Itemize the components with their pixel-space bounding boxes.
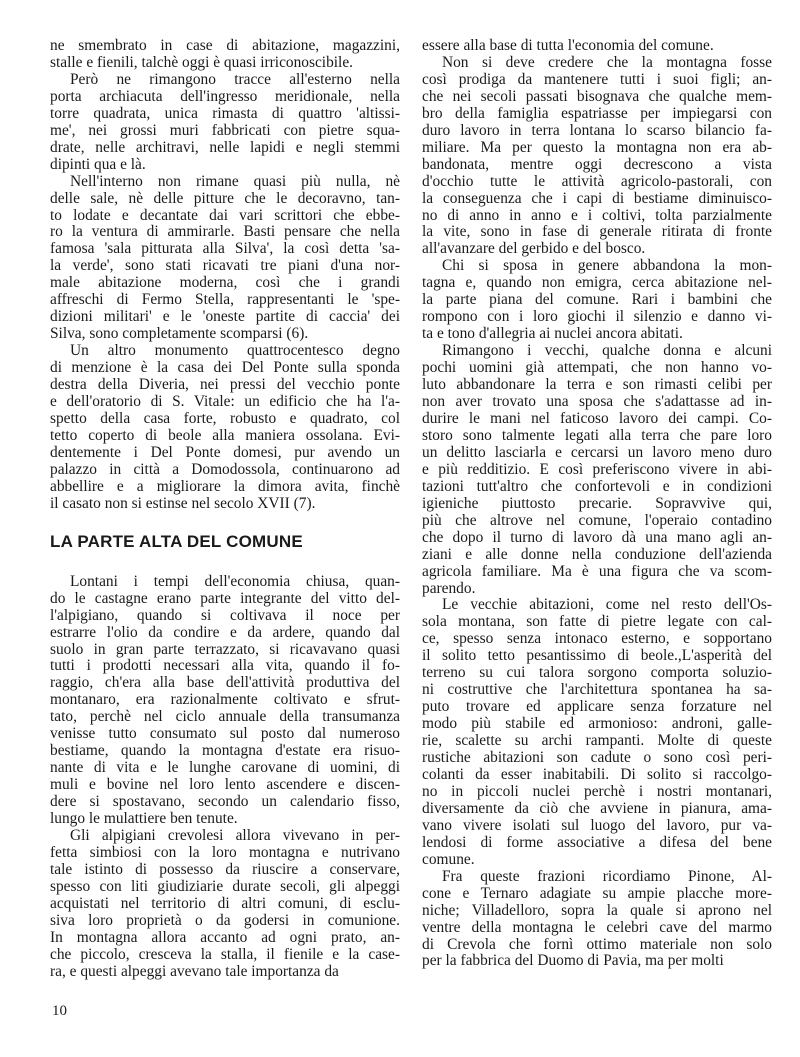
text-line: lungo le mulattiere ben tenute. bbox=[50, 810, 238, 828]
text-line: muli e bovine nel loro lento ascendere e discen- bbox=[50, 776, 400, 794]
paragraph bbox=[50, 574, 400, 828]
text-line: dentemente i Del Ponte domesi, pur avendo un bbox=[50, 443, 400, 461]
text-line: abbellire e a migliorare la dimora avita, finchè bbox=[50, 477, 400, 495]
text-line: tato, perchè nel ciclo annuale della transumanza bbox=[50, 708, 400, 726]
text-line: spetto della casa forte, robusto e quadrato, col bbox=[50, 409, 400, 427]
text-line: rustiche abitazioni son cadute o sono così peri- bbox=[422, 749, 772, 767]
text-line: igieniche piuttosto precarie. Sopravvive qui, bbox=[422, 494, 772, 512]
text-line: male abitazione moderna, così che i grandi bbox=[50, 274, 400, 292]
text-line: il casato non si estinse nel secolo XVII (7). bbox=[50, 494, 316, 512]
paragraph bbox=[422, 869, 772, 971]
text-line: ce, spesso senza intonaco esterno, e sopportano bbox=[422, 630, 772, 648]
text-line: no in piccoli nuclei perchè i nostri montanari, bbox=[422, 782, 772, 800]
text-line: non aver trovato una sposa che s'adattasse ad in- bbox=[422, 393, 772, 411]
text-line: il solito tetto pesantissimo di beole.,L'asperità del bbox=[422, 647, 772, 665]
text-line: to lodate e decantate dai vari scrittori che ebbe- bbox=[50, 206, 400, 224]
text-line: che piccolo, cresceva la stalla, il fienile e la case- bbox=[50, 945, 400, 963]
text-line: bandonata, mentre oggi decrescono a vista bbox=[422, 155, 772, 173]
text-line: palazzo in città a Domodossola, continuarono ad bbox=[50, 460, 400, 478]
text-line: la parte piana del comune. Rari i bambini che bbox=[422, 291, 772, 309]
text-line: lendosi di forme associative a difesa del bene bbox=[422, 833, 772, 851]
text-line: tetto coperto di beole alla maniera ossolana. Evi- bbox=[50, 426, 400, 444]
text-line: porta archiacuta dell'ingresso meridionale, nella bbox=[50, 87, 400, 105]
text-line: modo più stabile ed armonioso: androni, galle- bbox=[422, 715, 772, 733]
text-line: ventre della montagna le celebri cave del marmo bbox=[422, 918, 772, 936]
left-paragraphs-after-heading bbox=[50, 574, 400, 981]
text-line: Rimangono i vecchi, qualche donna e alcuni bbox=[442, 342, 772, 360]
text-line: montanaro, era razionalmente coltivato e sfrut- bbox=[50, 691, 400, 709]
text-line: essere alla base di tutta l'economia del comune. bbox=[422, 37, 714, 54]
text-line: durire le mani nel faticoso lavoro dei campi. Co- bbox=[422, 409, 772, 427]
text-line: acquistati nel territorio di altri comuni, di esclu- bbox=[50, 894, 400, 912]
text-line: spesso con liti giudiziarie durate secoli, gli alpeggi bbox=[50, 877, 400, 895]
text-line: un delitto lasciarla e cercarsi un lavoro meno duro bbox=[422, 443, 772, 461]
paragraph bbox=[50, 38, 400, 72]
paragraph bbox=[50, 174, 400, 344]
paragraph bbox=[422, 38, 772, 55]
text-line: che dopo il turno di lavoro dà una mano agli an- bbox=[422, 528, 772, 546]
right-column bbox=[422, 38, 772, 970]
text-line: vano vivere isolati sul luogo del lavoro, pur va- bbox=[422, 816, 772, 834]
text-line: affreschi di Fermo Stella, rappresentanti le 'spe- bbox=[50, 291, 400, 309]
text-line: miliare. Ma per questo la montagna non era ab- bbox=[422, 138, 772, 156]
text-line: In montagna allora accanto ad ogni prato, an- bbox=[50, 928, 400, 946]
text-line: Un altro monumento quattrocentesco degno bbox=[70, 342, 400, 360]
text-line: agricola familiare. Ma è una figura che va scom- bbox=[422, 562, 772, 580]
text-line: raggio, ch'era alla base dell'attività produttiva del bbox=[50, 674, 400, 692]
text-line: di menzione è la casa dei Del Ponte sulla sponda bbox=[50, 359, 400, 377]
text-line: la conseguenza che i capi di bestiame diminuisco- bbox=[422, 189, 772, 207]
text-line: dizioni militari' e le 'oneste partite di caccia' dei bbox=[50, 308, 400, 326]
text-line: niche; Villadelloro, sopra la quale si aprono nel bbox=[422, 901, 772, 919]
text-line: Fra queste frazioni ricordiamo Pinone, Al- bbox=[442, 867, 772, 885]
text-line: così prodiga da mantenere tutti i suoi figli; an- bbox=[422, 70, 772, 88]
text-line: puto trovare ed applicare senza forzature nel bbox=[422, 698, 772, 716]
page-number: 10 bbox=[52, 1003, 67, 1019]
paragraph bbox=[422, 55, 772, 258]
text-line: tutti i prodotti necessari alla vita, quando il fo- bbox=[50, 657, 400, 675]
left-paragraphs-before-heading bbox=[50, 38, 400, 513]
text-line: venisse tutto consumato sul posto dal numeroso bbox=[50, 725, 400, 743]
paragraph bbox=[50, 72, 400, 174]
text-line: torre quadrata, unica rimasta di quattro 'altissi- bbox=[50, 104, 400, 122]
text-line: che nei secoli passati bisognava che qualche mem- bbox=[422, 87, 772, 105]
right-paragraphs bbox=[422, 38, 772, 970]
text-line: tazioni tutt'altro che confortevoli e in condizioni bbox=[422, 477, 772, 495]
text-line: luto abbandonare la terra e son rimasti celibi per bbox=[422, 376, 772, 394]
text-line: più che altrove nel comune, l'operaio contadino bbox=[422, 511, 772, 529]
text-line: Chi si sposa in genere abbandona la mon- bbox=[442, 257, 772, 275]
paragraph bbox=[50, 828, 400, 981]
text-line: me', nei grossi muri fabbricati con pietre squa- bbox=[50, 121, 400, 139]
text-line: e dell'oratorio di S. Vitale: un edificio che ha l'a- bbox=[50, 393, 400, 411]
text-line: no di anno in anno e i coltivi, tolta parzialmente bbox=[422, 206, 772, 224]
text-line: d'occhio tutte le attività agricolo-pastorali, con bbox=[422, 172, 772, 190]
text-line: Nell'interno non rimane quasi più nulla, nè bbox=[70, 172, 400, 190]
section-heading: LA PARTE ALTA DEL COMUNE bbox=[50, 531, 303, 551]
paragraph bbox=[422, 343, 772, 597]
text-line: colanti da esser inabitabili. Di solito si raccolgo- bbox=[422, 765, 772, 783]
text-line: fetta simbiosi con la loro montagna e nutrivano bbox=[50, 843, 400, 861]
text-line: Però ne rimangono tracce all'esterno nella bbox=[70, 70, 400, 88]
text-line: dere si spostavano, secondo un calendario fisso, bbox=[50, 793, 400, 811]
text-line: drate, nelle architravi, nelle lapidi e negli stemmi bbox=[50, 138, 400, 156]
text-line: sola montana, son fatte di pietre legate con cal- bbox=[422, 613, 772, 631]
paragraph bbox=[50, 343, 400, 513]
text-line: ro la ventura di ammirarle. Basti pensare che nella bbox=[50, 223, 400, 241]
text-line: famosa 'sala pitturata alla Silva', la così detta 'sa- bbox=[50, 240, 400, 258]
text-line: Silva, sono completamente scomparsi (6). bbox=[50, 325, 309, 343]
text-line: diversamente da ciò che avviene in pianura, ama- bbox=[422, 799, 772, 817]
text-line: Non si deve credere che la montagna fosse bbox=[442, 53, 772, 71]
text-line: l'alpigiano, quando si coltivava il noce per bbox=[50, 606, 400, 624]
text-line: delle sale, nè delle pitture che le decoravno, tan- bbox=[50, 189, 400, 207]
text-line: bro della famiglia espatriasse per impiegarsi con bbox=[422, 104, 772, 122]
text-line: la vite, sono in fase di generale ritirata di fronte bbox=[422, 223, 772, 241]
text-line: per la fabbrica del Duomo di Pavia, ma per molti bbox=[422, 952, 724, 970]
text-line: stalle e fienili, talchè oggi è quasi irriconoscibile. bbox=[50, 53, 354, 71]
text-line: rompono con i loro giochi il silenzio e danno vi- bbox=[422, 308, 772, 326]
text-line: pochi uomini già attempati, che non hanno vo- bbox=[422, 359, 772, 377]
text-line: ne smembrato in case di abitazione, magazzini, bbox=[50, 37, 400, 54]
text-line: tale istinto di possesso da riuscire a conservare, bbox=[50, 860, 400, 878]
text-line: e più redditizio. E così preferiscono vivere in abi- bbox=[422, 460, 772, 478]
text-line: dipinti qua e là. bbox=[50, 155, 146, 173]
text-line: cone e Ternaro adagiate su ampie placche more- bbox=[422, 884, 772, 902]
text-line: suolo in gran parte terrazzato, si ricavavano quasi bbox=[50, 640, 400, 658]
text-line: ta e tono d'allegria ai nuclei ancora abitati. bbox=[422, 325, 683, 343]
paragraph bbox=[422, 258, 772, 343]
text-line: bestiame, quando la montagna d'estate era risuo- bbox=[50, 742, 400, 760]
text-line: la verde', sono stati ricavati tre piani d'una nor- bbox=[50, 257, 400, 275]
text-line: ra, e questi alpeggi avevano tale importanza da bbox=[50, 962, 339, 980]
text-line: Lontani i tempi dell'economia chiusa, quan- bbox=[70, 572, 400, 590]
text-line: terreno su cui talora sorgono comporta soluzio- bbox=[422, 664, 772, 682]
text-line: siva loro proprietà o da godersi in comunione. bbox=[50, 911, 400, 929]
text-line: Gli alpigiani crevolesi allora vivevano in per- bbox=[70, 826, 400, 844]
text-line: estrarre l'olio da condire e da ardere, quando dal bbox=[50, 623, 400, 641]
text-line: parendo. bbox=[422, 579, 476, 597]
text-line: di Crevola che fornì ottimo materiale non solo bbox=[422, 935, 772, 953]
paragraph bbox=[422, 597, 772, 868]
text-line: tagna e, quando non emigra, cerca abitazione nel- bbox=[422, 274, 772, 292]
text-line: rie, scalette su archi rampanti. Molte di queste bbox=[422, 732, 772, 750]
text-line: destra della Diveria, nei pressi del vecchio ponte bbox=[50, 376, 400, 394]
text-line: all'avanzare del gerbido e del bosco. bbox=[422, 240, 646, 258]
text-line: nante di vita e le lunghe carovane di uomini, di bbox=[50, 759, 400, 777]
left-column bbox=[50, 38, 400, 981]
text-line: Le vecchie abitazioni, come nel resto dell'Os- bbox=[442, 596, 772, 614]
text-line: duro lavoro in terra lontana lo scarso bilancio fa- bbox=[422, 121, 772, 139]
text-line: ziani e alle donne nella conduzione dell'azienda bbox=[422, 545, 772, 563]
text-line: comune. bbox=[422, 850, 475, 868]
text-line: do le castagne erano parte integrante del vitto del- bbox=[50, 589, 400, 607]
text-line: ni costruttive che l'architettura spontanea ha sa- bbox=[422, 681, 772, 699]
text-line: storo sono talmente legati alla terra che pare loro bbox=[422, 426, 772, 444]
